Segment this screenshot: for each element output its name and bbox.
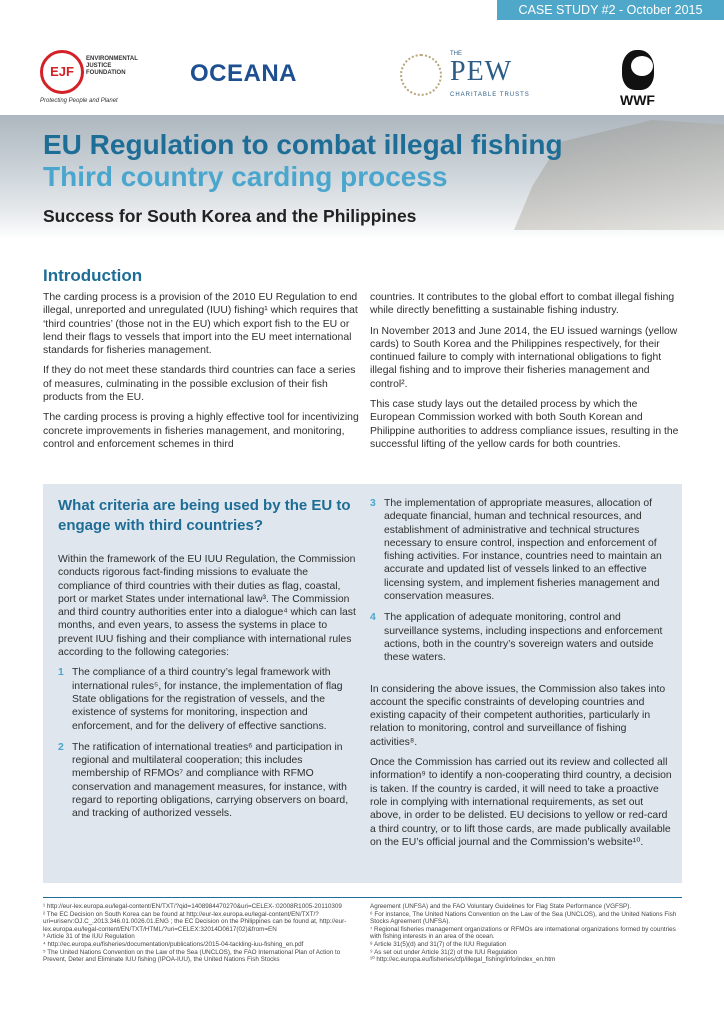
- ejf-tagline: Protecting People and Planet: [40, 98, 118, 104]
- oceana-logo: OCEANA: [190, 60, 298, 87]
- intro-paragraph: The carding process is proving a highly effective tool for incentivizing concrete improvements in fisheries management, and monitoring, control and enforcement schemes in third: [43, 412, 359, 450]
- footnote: ¹ http://eur-lex.europa.eu/legal-content/EN/TXT/?qid=1408984470270&uri=CELEX-:02008R1005-20110309: [43, 903, 342, 910]
- ejf-name: ENVIRONMENTAL JUSTICE FOUNDATION: [86, 56, 138, 76]
- intro-paragraph: The carding process is a provision of the 2010 EU Regulation to end illegal, unreported and unregulated (IUU) fishing¹ which requires that ‘third countries’ (those not in the EU) which export fish to the EU or lend their flags to vessels that import into the EU meet international standards for fisheries management.: [43, 292, 358, 357]
- footnote: ² The EC Decision on South Korea can be found at http://eur-lex.europa.eu/legal-content/EN/TXT/?uri=uriserv:OJ.C_.2013.346.01.0026.01.ENG ; the EC Decision on the Philippines can be found at, http://eur-lex.europa.eu/legal-content/EN/TXT/HTML/?uri=CELEX:32014D0617(02)&from=EN: [43, 910, 347, 933]
- intro-column-right: [370, 291, 685, 458]
- page-subtitle: Success for South Korea and the Philippines: [43, 206, 417, 226]
- criteria-heading: What criteria are being used by the EU to engage with third countries?: [58, 497, 351, 534]
- footnotes-right: [370, 903, 682, 964]
- footnotes-left: [43, 903, 355, 964]
- footnote: ³ Article 31 of the IUU Regulation: [43, 933, 135, 941]
- criteria-item: [370, 497, 675, 603]
- intro-paragraph: If they do not meet these standards third countries can face a series of measures, culminating in the possible exclusion of their fish products from the EU.: [43, 365, 356, 404]
- case-study-badge: CASE STUDY #2 - October 2015: [497, 0, 724, 20]
- criteria-paragraph: In considering the above issues, the Commission also takes into account the specific constraints of developing countries and existing capacity of their competent authorities, particularly in relation to monitoring, control and surveillance of fishing activities⁸.: [370, 683, 666, 748]
- ejf-mark-icon: EJF: [40, 50, 84, 94]
- criteria-text: The implementation of appropriate measures, allocation of adequate financial, human and technical resources, and establishment of administrative and technical structures necessary to ensure control, inspection and enforcement of fishing activities. For instance, countries need to maintain an accurate and updated list of vessels linked to an effective licensing system, and implement fisheries management and conservation measures.: [384, 498, 662, 603]
- criteria-number: 3: [370, 498, 376, 509]
- footnote: ⁵ The United Nations Convention on the Law of the Sea (UNCLOS), the FAO International Plan of Action to Prevent, Deter and Eliminate IUU fishing (IPOA-IUU), the United Nations Fish Stocks: [43, 948, 341, 964]
- footnote-divider: [43, 897, 682, 898]
- footnote: ⁷ Regional fisheries management organizations or RFMOs are international organizations formed by countries with fishing interests in an area of the ocean.: [370, 925, 676, 941]
- page-title-secondary: Third country carding process: [43, 161, 448, 192]
- pew-subtitle: CHARITABLE TRUSTS: [450, 92, 530, 98]
- footnote: ⁸ Article 31(5)(d) and 31(7) of the IUU Regulation: [370, 940, 507, 948]
- footnote: ⁶ For instance, The United Nations Convention on the Law of the Sea (UNCLOS), and the United Nations Fish Stocks Agreement (UNFSA).: [370, 910, 677, 926]
- criteria-item: [370, 611, 675, 664]
- intro-paragraph: In November 2013 and June 2014, the EU issued warnings (yellow cards) to South Korea and the Philippines respectively, for their continued failure to comply with international obligations to fight illegal fishing and to improve their fisheries management and control².: [370, 325, 678, 390]
- criteria-intro: Within the framework of the EU IUU Regulation, the Commission conducts rigorous fact-finding missions to evaluate the compliance of third countries with their duties as flag, coastal, port or market States under international law³. The Commission and third country authorities enter into a dialogue⁴ which can last months, and even years, to assess the systems in place to prevent IUU fishing and their compliance with international rules according to the following categories:: [58, 554, 356, 659]
- criteria-text: The compliance of a third country’s legal framework with international rules⁵, for instance, the implementation of flag State obligations for the registration of vessels, and the existence of systems for monitoring, inspection and enforcement, and for the delivery of effective sanctions.: [72, 667, 343, 732]
- criteria-column-left: [58, 553, 358, 829]
- criteria-number: 2: [58, 741, 64, 753]
- intro-paragraph: countries. It contributes to the global effort to combat illegal fishing while directly benefitting a sustainable fishing industry.: [370, 292, 675, 317]
- footnote: Agreement (UNFSA) and the FAO Voluntary Guidelines for Flag State Performance (VGFSP).: [370, 903, 632, 910]
- footnote: ⁹ As set out under Article 31(2) of the IUU Regulation: [370, 948, 518, 956]
- pew-sunburst-icon: [400, 54, 442, 96]
- partner-logos: [0, 20, 724, 115]
- footnote: ¹⁰ http://ec.europa.eu/fisheries/cfp/illegal_fishing/info/index_en.htm: [370, 956, 556, 964]
- intro-paragraph: This case study lays out the detailed process by which the European Commission worked with both South Korean and Philippine authorities to address compliance issues, resulting in the successful lifting of the yellow cards for both countries.: [370, 399, 679, 450]
- ejf-logo: [40, 50, 160, 110]
- wwf-logo: [618, 50, 658, 112]
- criteria-number: 1: [58, 667, 64, 679]
- criteria-item: [58, 666, 358, 732]
- page-title: EU Regulation to combat illegal fishing: [43, 129, 563, 160]
- criteria-paragraph: Once the Commission has carried out its review and collected all information⁹ to identify a non-cooperating third country, a decision is taken. If the country is carded, it will need to take a proactive role in complying with international requirements, as set out above, in order to be delisted. EU decisions to yellow or red-card a third country, or to lift those cards, are made publically available on the EU’s official journal and the Commission’s website¹⁰.: [370, 757, 672, 848]
- pew-name: PEW: [450, 56, 513, 87]
- introduction-heading: Introduction: [43, 266, 143, 285]
- criteria-column-right: [370, 497, 675, 856]
- pew-logo: [400, 48, 530, 108]
- criteria-text: The application of adequate monitoring, control and surveillance systems, including inspections and enforcement actions, both in the country’s sovereign waters and outside these waters.: [384, 612, 663, 664]
- intro-column-left: [43, 291, 360, 458]
- footnote: ⁴ http://ec.europa.eu/fisheries/documentation/publications/2015-04-tackling-iuu-fishing_en.pdf: [43, 940, 304, 948]
- criteria-text: The ratification of international treaties⁶ and participation in regional and multilateral cooperation; this includes membership of RFMOs⁷ and compliance with RFMO conservation and management measures, for instance, with regard to reporting obligations, carrying observers on board, and tracking of authorized vessels.: [72, 741, 349, 820]
- panda-icon: [622, 50, 654, 90]
- wwf-text: WWF: [620, 92, 655, 108]
- criteria-number: 4: [370, 612, 376, 624]
- pew-the: THE: [450, 51, 462, 57]
- criteria-item: [58, 741, 358, 821]
